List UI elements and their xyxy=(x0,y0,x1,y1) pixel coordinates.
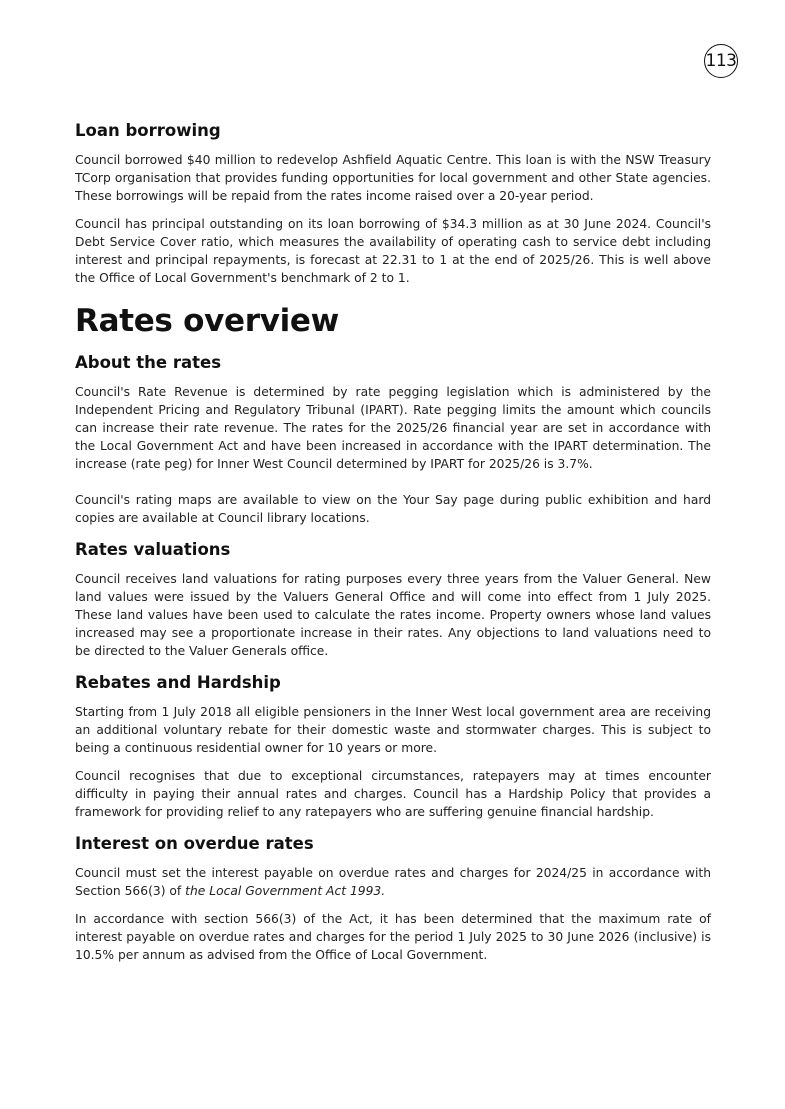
loan-borrowing-heading: Loan borrowing xyxy=(75,121,221,140)
about-rates-section xyxy=(75,352,711,527)
about-rates-heading: About the rates xyxy=(75,353,222,372)
rates-valuations-section xyxy=(75,539,711,660)
loan-paragraph-1: Council borrowed $40 million to redevelop Ashfield Aquatic Centre. This loan is with the NSW Treasury TCorp organisation that provides funding opportunities for local government and other State agencies. These borrowings will be repaid from the rates income raised over a 20-year period. xyxy=(75,153,711,203)
rebates-paragraph-2: Council recognises that due to exceptional circumstances, ratepayers may at times encounter difficulty in paying their annual rates and charges. Council has a Hardship Policy that provides a framework for providing relief to any ratepayers who are suffering genuine financial hardship. xyxy=(75,769,711,819)
interest-paragraph-1-text: Council must set the interest payable on overdue rates and charges for 2024/25 in accordance with Section 566(3) of xyxy=(75,866,711,898)
loan-borrowing-section xyxy=(75,120,711,287)
document-body xyxy=(75,120,711,964)
rebates-hardship-heading: Rebates and Hardship xyxy=(75,673,281,692)
interest-overdue-section xyxy=(75,833,711,964)
page-number-badge: 113 xyxy=(704,44,738,78)
interest-paragraph-1 xyxy=(75,864,711,900)
rates-overview-title: Rates overview xyxy=(75,303,339,339)
rebates-paragraph-1: Starting from 1 July 2018 all eligible pensioners in the Inner West local government area are receiving an additional voluntary rebate for their domestic waste and stormwater charges. This is subject to being a continuous residential owner for 10 years or more. xyxy=(75,705,711,755)
rates-valuations-paragraph: Council receives land valuations for rating purposes every three years from the Valuer General. New land values were issued by the Valuers General Office and will come into effect from 1 July 2025. These land values have been used to calculate the rates income. Property owners whose land values increased may see a proportionate increase in their rates. Any objections to land valuations need to be directed to the Valuer Generals office. xyxy=(75,572,711,658)
local-government-act-citation: the Local Government Act 1993. xyxy=(185,884,386,898)
interest-paragraph-2: In accordance with section 566(3) of the Act, it has been determined that the maximum rate of interest payable on overdue rates and charges for the period 1 July 2025 to 30 June 2026 (inclusive) is 10.5% per annum as advised from the Office of Local Government. xyxy=(75,912,711,962)
rebates-hardship-section xyxy=(75,672,711,821)
rates-valuations-heading: Rates valuations xyxy=(75,540,231,559)
about-rates-paragraph-2: Council's rating maps are available to view on the Your Say page during public exhibition and hard copies are available at Council library locations. xyxy=(75,493,711,525)
about-rates-paragraph-1: Council's Rate Revenue is determined by rate pegging legislation which is administered by the Independent Pricing and Regulatory Tribunal (IPART). Rate pegging limits the amount which councils can increase their rate revenue. The rates for the 2025/26 financial year are set in accordance with the Local Government Act and have been increased in accordance with the IPART determination. The increase (rate peg) for Inner West Council determined by IPART for 2025/26 is 3.7%. xyxy=(75,385,711,471)
loan-paragraph-2: Council has principal outstanding on its loan borrowing of $34.3 million as at 30 June 2024. Council's Debt Service Cover ratio, which measures the availability of operating cash to service debt including interest and principal repayments, is forecast at 22.31 to 1 at the end of 2025/26. This is well above the Office of Local Government's benchmark of 2 to 1. xyxy=(75,217,711,285)
interest-overdue-heading: Interest on overdue rates xyxy=(75,834,314,853)
